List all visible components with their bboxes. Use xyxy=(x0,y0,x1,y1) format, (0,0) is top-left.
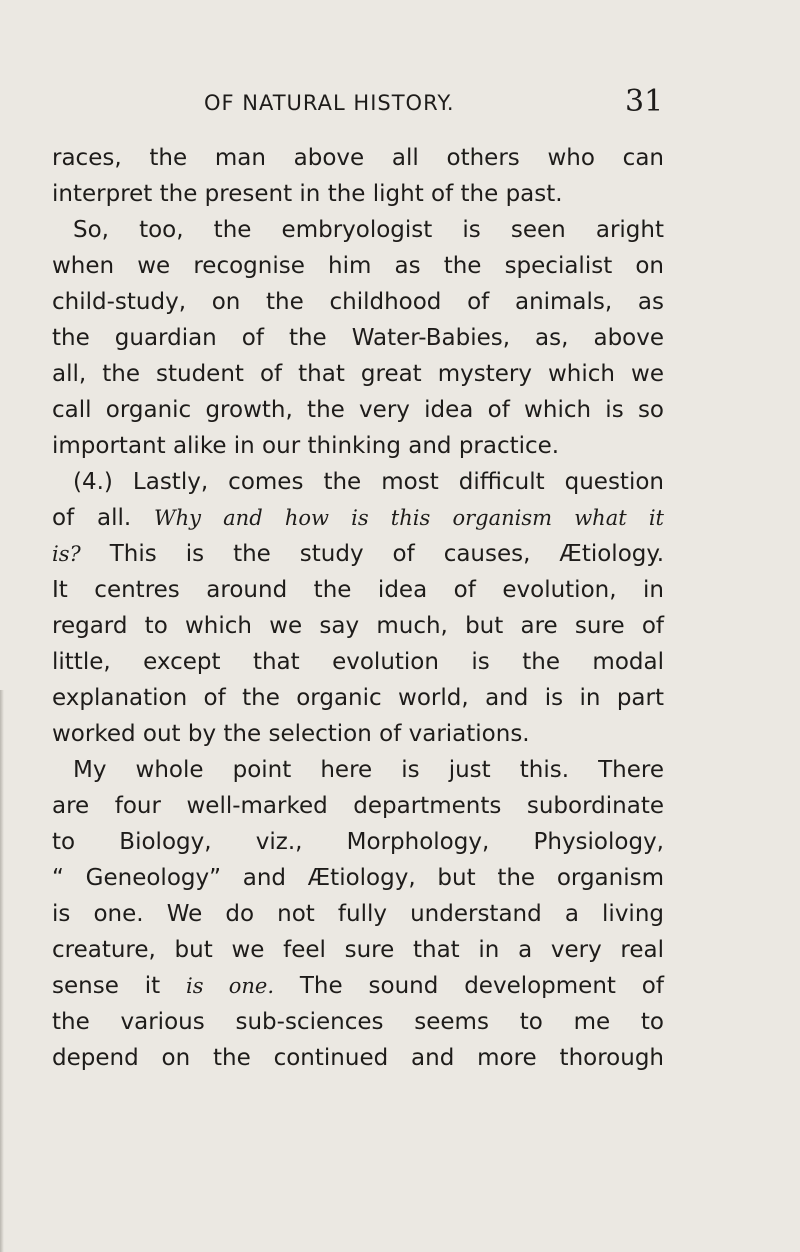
page-number: 31 xyxy=(625,84,664,119)
text-line: It centres around the idea of evolution, in xyxy=(52,577,664,603)
text-run: sense it xyxy=(52,973,161,999)
text-line: regard to which we say much, but are sure of xyxy=(52,613,664,639)
text-line: when we recognise him as the specialist on xyxy=(52,253,664,279)
text-line xyxy=(52,500,664,536)
text-line: My whole point here is just this. There xyxy=(73,757,664,783)
text-line: explanation of the organic world, and is in part xyxy=(52,685,664,711)
text-line: worked out by the selection of variations. xyxy=(52,721,530,747)
italic-emphasis: is one. xyxy=(186,974,274,998)
text-run: of all. xyxy=(52,505,132,531)
running-head: OF NATURAL HISTORY. xyxy=(204,91,455,115)
text-run: This is the study of causes, Ætiology. xyxy=(109,541,665,567)
page-header xyxy=(0,78,800,118)
text-line: depend on the continued and more thorough xyxy=(52,1045,664,1071)
text-line: little, except that evolution is the modal xyxy=(52,649,664,675)
body-text xyxy=(52,140,664,1076)
text-line: creature, but we feel sure that in a very real xyxy=(52,937,664,963)
text-line: important alike in our thinking and practice. xyxy=(52,433,560,459)
text-run: The sound development of xyxy=(299,973,664,999)
italic-question: is? xyxy=(52,542,81,566)
italic-question: Why and how is this organism what it xyxy=(154,506,664,530)
text-line: “ Geneology” and Ætiology, but the organism xyxy=(52,865,664,891)
page-fold-shadow xyxy=(0,690,4,1252)
text-line: call organic growth, the very idea of which is so xyxy=(52,397,664,423)
text-line: all, the student of that great mystery which we xyxy=(52,361,664,387)
text-line: child-study, on the childhood of animals, as xyxy=(52,289,664,315)
text-line: to Biology, viz., Morphology, Physiology, xyxy=(52,829,664,855)
text-line: races, the man above all others who can xyxy=(52,145,664,171)
text-line: So, too, the embryologist is seen aright xyxy=(73,217,664,243)
text-line: is one. We do not fully understand a living xyxy=(52,901,664,927)
text-line: (4.) Lastly, comes the most difficult question xyxy=(73,469,664,495)
text-line: are four well-marked departments subordinate xyxy=(52,793,664,819)
text-line xyxy=(52,968,664,1004)
text-line: the guardian of the Water-Babies, as, above xyxy=(52,325,664,351)
text-line: the various sub-sciences seems to me to xyxy=(52,1009,664,1035)
text-line xyxy=(52,536,664,572)
text-line: interpret the present in the light of the past. xyxy=(52,181,563,207)
